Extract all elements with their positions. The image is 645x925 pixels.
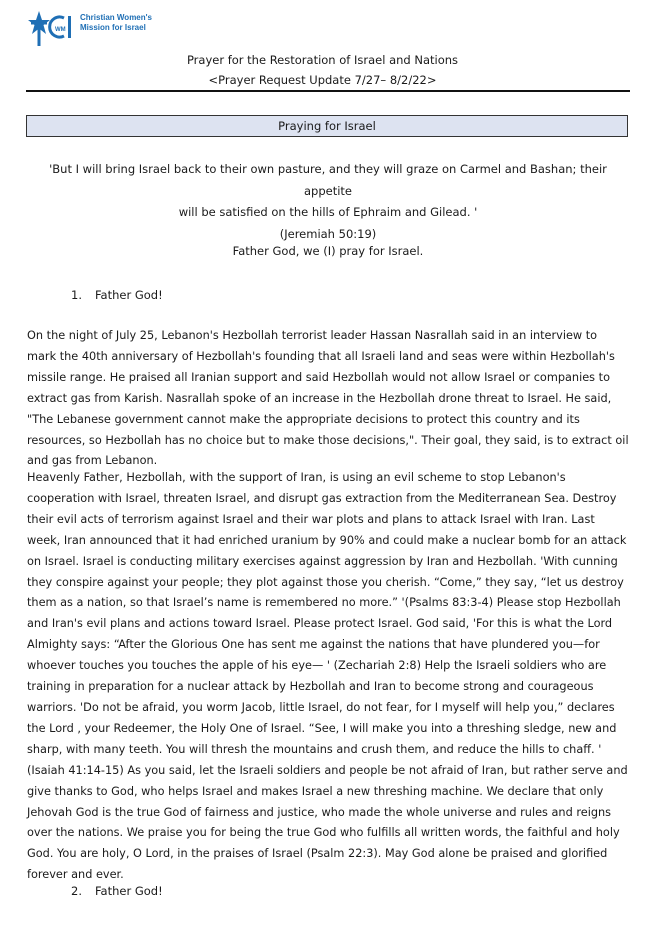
- list-item-number: 1.: [71, 288, 82, 302]
- list-item: [71, 884, 163, 898]
- logo-text: [80, 13, 152, 33]
- verse-line-1: 'But I will bring Israel back to their own pasture, and they will graze on Carmel and Bashan; their appetite: [49, 162, 607, 198]
- list-item: [71, 288, 163, 302]
- scripture-verse: [26, 159, 630, 245]
- invocation-line: Father God, we (I) pray for Israel.: [232, 244, 424, 258]
- news-paragraph: On the night of July 25, Lebanon's Hezbollah terrorist leader Hassan Nasrallah said in an interview to mark the 40th anniversary of Hezbollah's founding that all Israeli land and seas were within Hezbollah's missile range. He praised all Iranian support and said Hezbollah would not allow Israel or companies to extract gas from Karish. Nasrallah spoke of an increase in the Hezbollah drone threat to Israel. He said, "The Lebanese government cannot make the appropriate decisions to protect this country and its resources, so Hezbollah has no choice but to make those decisions,". Their goal, they said, is to extract oil and gas from Lebanon.: [27, 329, 629, 468]
- logo-text-line1: Christian Women's: [80, 13, 152, 22]
- section-title: Praying for Israel: [278, 119, 376, 133]
- logo-text-line2: Mission for Israel: [80, 23, 146, 32]
- document-subtitle: <Prayer Request Update 7/27– 8/2/22>: [208, 73, 437, 87]
- list-item-number: 2.: [71, 884, 82, 898]
- list-item-label: Father God!: [95, 884, 163, 898]
- header-divider: [26, 90, 630, 92]
- svg-text:WM: WM: [55, 27, 66, 33]
- section-title-box: [26, 115, 628, 137]
- list-item-label: Father God!: [95, 288, 163, 302]
- document-title: Prayer for the Restoration of Israel and Nations: [186, 53, 459, 67]
- prayer-paragraph: Heavenly Father, Hezbollah, with the support of Iran, is using an evil scheme to stop Lebanon's cooperation with Israel, threaten Israel, and disrupt gas extraction from the Mediterranean Sea. Destroy their evil acts of terrorism against Israel and their war plots and plans to attack Israel with Iran. Last week, Iran announced that it had enriched uranium by 90% and could make a nuclear bomb for an attack on Israel. Israel is conducting military exercises against aggression by Iran and Hezbollah. 'With cunning they conspire against your people; they plot against those you cherish. “Come,” they say, “let us destroy them as a nation, so that Israel’s name is remembered no more.” '(Psalms 83:3-4) Please stop Hezbollah and Iran's evil plans and actions toward Israel. Please protect Israel. God said, 'For this is what the Lord Almighty says: “After the Glorious One has sent me against the nations that have plundered you—for whoever touches you touches the apple of his eye— ' (Zechariah 2:8) Help the Israeli soldiers who are training in preparation for a nuclear attack by Hezbollah and Iran to become strong and courageous warriors. 'Do not be afraid, you worm Jacob, little Israel, do not fear, for I myself will help you,” declares the Lord , your Redeemer, the Holy One of Israel. “See, I will make you into a threshing sledge, new and sharp, with many teeth. You will thresh the mountains and crush them, and reduce the hills to chaff. ' (Isaiah 41:14-15) As you said, let the Israeli soldiers and people be not afraid of Iran, but rather serve and give thanks to God, who helps Israel and makes Israel a new threshing machine. We declare that only Jehovah God is the true God of fairness and justice, who made the whole universe and rules and reigns over the nations. We praise you for being the true God who fulfills all written words, the faithful and holy God. You are holy, O Lord, in the praises of Israel (Psalm 22:3). May God alone be praised and glorified forever and ever.: [27, 471, 628, 882]
- verse-line-2: will be satisfied on the hills of Ephraim and Gilead. ': [178, 205, 478, 219]
- verse-reference: (Jeremiah 50:19): [279, 226, 377, 241]
